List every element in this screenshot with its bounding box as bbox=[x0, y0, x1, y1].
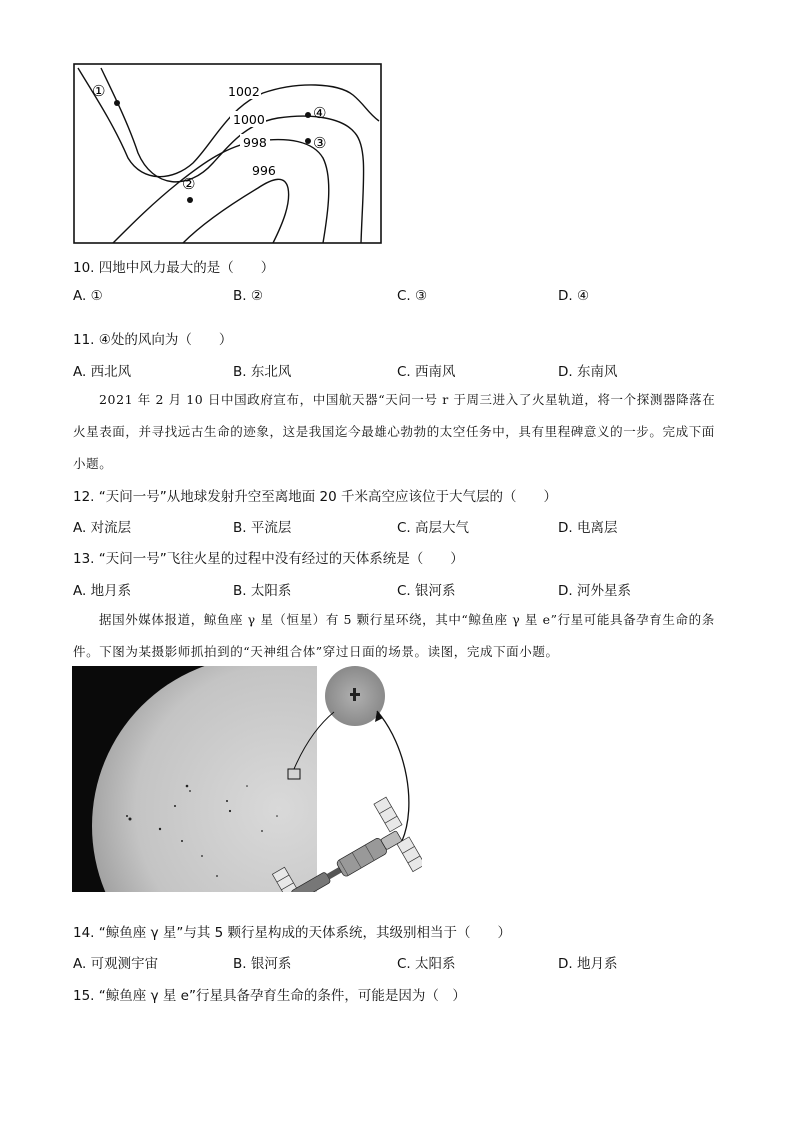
passage-text: 据国外媒体报道，鲸鱼座 γ 星（恒星）有 5 颗行星环绕，其中“鲸鱼座 γ 星 e”行星可能具备孕育生命的条件。下图为某摄影师抓拍到的“天神组合体”穿过日面的场景。读图，完成下面小题。 bbox=[73, 612, 715, 659]
option: B. 太阳系 bbox=[233, 583, 292, 599]
option: D. 电离层 bbox=[558, 520, 618, 536]
point-dot bbox=[305, 138, 311, 144]
option: D. 地月系 bbox=[558, 956, 618, 972]
passage-whale-star bbox=[73, 604, 723, 668]
question-10 bbox=[73, 256, 274, 276]
question-number: 13. bbox=[73, 551, 95, 567]
question-number: 12. bbox=[73, 489, 95, 505]
passage-tianwen bbox=[73, 384, 723, 480]
question-15 bbox=[73, 984, 466, 1004]
question-number: 14. bbox=[73, 925, 95, 941]
question-stem: “天问一号”从地球发射升空至离地面 20 千米高空应该位于大气层的（ ） bbox=[98, 489, 558, 505]
question-13 bbox=[73, 547, 464, 567]
option: C. 高层大气 bbox=[397, 520, 470, 536]
sun-transit-photo bbox=[72, 666, 422, 892]
option: C. 西南风 bbox=[397, 364, 456, 380]
option: A. 可观测宇宙 bbox=[73, 956, 159, 972]
option: C. 太阳系 bbox=[397, 956, 456, 972]
option: D. 东南风 bbox=[558, 364, 618, 380]
question-12 bbox=[73, 485, 557, 505]
isobar-map bbox=[73, 63, 383, 245]
isobar-label: 1000 bbox=[233, 112, 265, 127]
option: A. 地月系 bbox=[73, 583, 132, 599]
option: B. 东北风 bbox=[233, 364, 292, 380]
isobar-label: 996 bbox=[252, 163, 276, 178]
option: D. 河外星系 bbox=[558, 583, 631, 599]
option: B. ② bbox=[233, 288, 263, 304]
isobar-label: 998 bbox=[243, 135, 267, 150]
passage-text: 2021 年 2 月 10 日中国政府宣布，中国航天器“天问一号 r 于周三进入了火星轨道，将一个探测器降落在火星表面，并寻找远古生命的迹象，这是我国迄今最雄心勃勃的太空任务中，具有里程碑意义的一步。完成下面小题。 bbox=[73, 392, 716, 471]
point-marker: ② bbox=[182, 175, 196, 193]
isobar-label: 1002 bbox=[228, 84, 260, 99]
question-stem: 四地中风力最大的是（ ） bbox=[98, 260, 275, 276]
point-marker: ④ bbox=[313, 104, 327, 122]
question-14 bbox=[73, 921, 511, 941]
point-dot bbox=[114, 100, 120, 106]
question-stem: “鲸鱼座 γ 星 e”行星具备孕育生命的条件，可能是因为（ ） bbox=[98, 988, 466, 1004]
option: A. 对流层 bbox=[73, 520, 132, 536]
question-11 bbox=[73, 328, 232, 348]
option: A. ① bbox=[73, 288, 103, 304]
point-dot bbox=[187, 197, 193, 203]
option: C. ③ bbox=[397, 288, 428, 304]
option: A. 西北风 bbox=[73, 364, 132, 380]
question-stem: “天问一号”飞往火星的过程中没有经过的天体系统是（ ） bbox=[98, 551, 464, 567]
point-marker: ① bbox=[92, 82, 106, 100]
option: D. ④ bbox=[558, 288, 590, 304]
option: B. 银河系 bbox=[233, 956, 292, 972]
question-number: 11. bbox=[73, 332, 95, 348]
question-number: 15. bbox=[73, 988, 95, 1004]
question-number: 10. bbox=[73, 260, 95, 276]
question-stem: ④处的风向为（ ） bbox=[98, 332, 233, 348]
question-stem: “鲸鱼座 γ 星”与其 5 颗行星构成的天体系统，其级别相当于（ ） bbox=[98, 925, 512, 941]
point-dot bbox=[305, 112, 311, 118]
option: C. 银河系 bbox=[397, 583, 456, 599]
option: B. 平流层 bbox=[233, 520, 292, 536]
point-marker: ③ bbox=[313, 134, 327, 152]
